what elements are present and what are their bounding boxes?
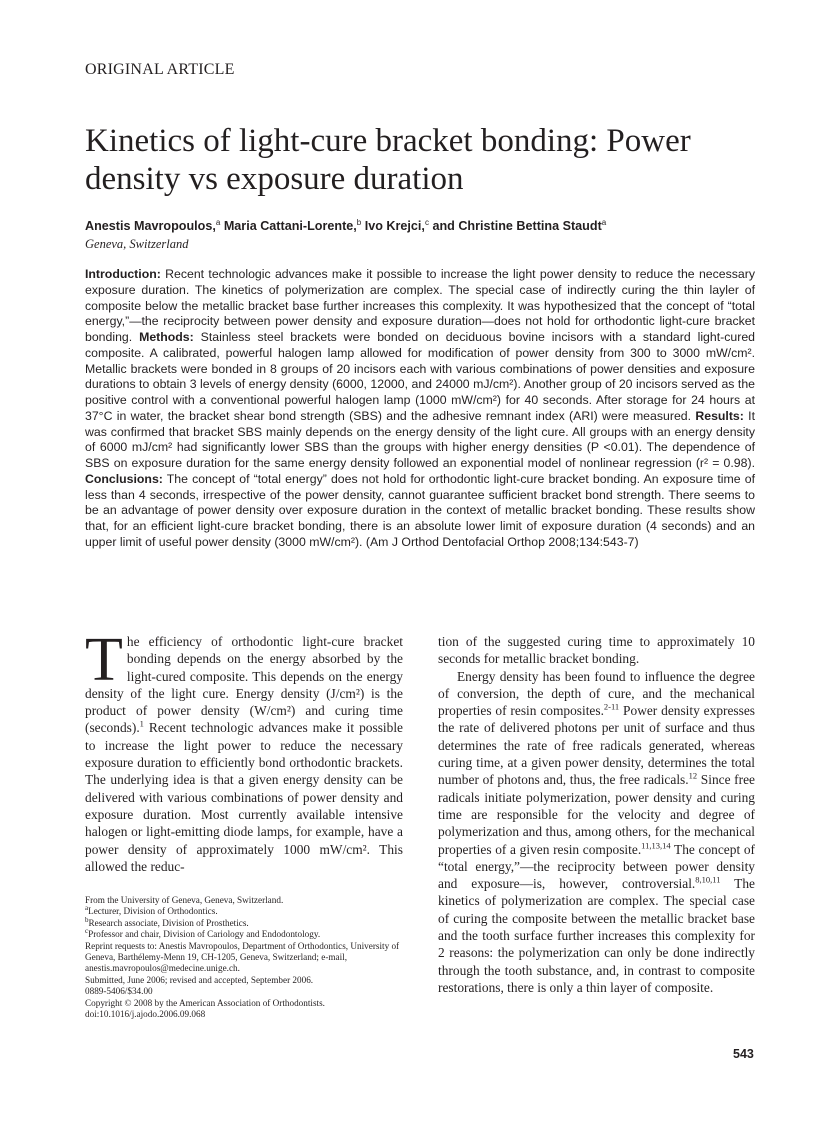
body-text: Power density expresses the rate of delivered photons per unit of surface and thus determines the rate of free radicals generated, whereas curing time, at a given power density, determines the total number of photons and, thus, the free radicals.	[438, 703, 755, 788]
footnote-doi: doi:10.1016/j.ajodo.2006.09.068	[85, 1009, 206, 1020]
article-title: Kinetics of light-cure bracket bonding: Power density vs exposure duration	[85, 123, 691, 197]
page-number: 543	[733, 1047, 754, 1061]
footnote-text: Professor and chair, Division of Cariology and Endodontology.	[88, 929, 321, 940]
footnote-mark: c	[85, 927, 89, 936]
citation-ref: 1	[139, 719, 144, 730]
footnote-c	[85, 929, 405, 940]
abstract-intro-text: Recent technologic advances make it possible to increase the light power density to reduce the necessary exposure duration. The kinetics of polymerization are complex. The special case of indirectly curing the thin layler of composite below the metallic bracket base further increases this complexity. It was hypothesized that the concept of “total energy,”—the reciprocity between power density and exposure duration—does not hold for orthodontic light-cure bracket bonding.	[85, 267, 755, 344]
author-name: Anestis Mavropoulos,	[85, 219, 216, 233]
abstract-intro-label: Introduction:	[85, 267, 161, 281]
body-text: Since free radicals initiate polymerization, power density and curing time are responsible for the velocity and degree of polymerization and thus, among others, for the mechanical properties of a given resin composite.	[438, 772, 755, 857]
author-affiliation-mark: a	[215, 217, 221, 227]
body-column-left	[85, 626, 403, 875]
footnote-mark: a	[85, 904, 89, 913]
author-affiliation-mark: b	[356, 217, 362, 227]
citation-ref: 11,13,14	[641, 840, 671, 851]
footnote-price: 0889-5406/$34.00	[85, 986, 153, 997]
footnote-submitted: Submitted, June 2006; revised and accepted, September 2006.	[85, 974, 314, 985]
abstract	[85, 267, 755, 551]
footnote-text: Lecturer, Division of Orthodontics.	[88, 906, 218, 917]
author-affiliation-mark: a	[601, 217, 607, 227]
abstract-conclusions-label: Conclusions:	[85, 471, 163, 486]
body-text: Energy density has been found to influence the degree of conversion, the depth of cure, and the mechanical properties of resin composites.	[438, 668, 755, 719]
author-name: and Christine Bettina Staudt	[432, 219, 602, 233]
body-column-right	[438, 633, 755, 996]
author-name: Ivo Krejci,	[364, 219, 425, 233]
drop-cap: T	[85, 626, 123, 694]
author-affiliation-mark: c	[424, 217, 429, 227]
footnote-copyright: Copyright © 2008 by the American Association of Orthodontists.	[85, 997, 325, 1008]
section-label: ORIGINAL ARTICLE	[85, 61, 235, 78]
body-text: The concept of “total energy,”—the reciprocity between power density and exposure—is, however, controversial.	[438, 841, 755, 892]
citation-ref: 8,10,11	[695, 874, 721, 885]
body-paragraph	[85, 626, 403, 875]
author-location: Geneva, Switzerland	[85, 237, 189, 251]
abstract-methods-label: Methods:	[139, 330, 194, 344]
citation-ref: 12	[688, 770, 698, 781]
author-list	[85, 219, 606, 233]
abstract-results-label: Results:	[695, 408, 744, 423]
abstract-conclusions-text: The concept of “total energy” does not hold for orthodontic light-cure bracket bonding. An exposure time of less than 4 seconds, irrespective of the power density, cannot guarantee sufficient bracket bond strength. There seems to be an advantage of power density over exposure duration in the context of metallic bracket bonding. These results show that, for an efficient light-cure bracket bonding, there is an absolute lower limit of exposure duration (4 seconds) and an upper limit of useful power density (3000 mW/cm²). (Am J Orthod Dentofacial Orthop 2008;134:543-7)	[85, 471, 755, 549]
footnote-a	[85, 906, 405, 917]
body-text: The kinetics of polymerization are complex. The special case of curing the composite between the metallic bracket base and the tooth surface further increases this complexity for 2 reasons: the polymerization can only be done indirectly through the tooth substance, and, in contrast to composite restorations, there is only a thin layer of composite.	[438, 876, 755, 995]
footnote-mark: b	[85, 915, 89, 924]
footnote-reprint: Reprint requests to: Anestis Mavropoulos, Department of Orthodontics, University of Geneva, Barthélemy-Menn 19, CH-1205, Geneva, Switzerland; e-mail, anestis.mavropoulos@medecine.unige.ch.	[85, 940, 400, 974]
abstract-methods-text: Stainless steel brackets were bonded on deciduous bovine incisors with a standard light-cured composite. A calibrated, powerful halogen lamp allowed for modification of power density from 300 to 3000 mW/cm². Metallic brackets were bonded in 8 groups of 20 incisors each with various combinations of power densities and exposure durations to obtain 3 levels of energy density (6000, 12000, and 24000 mJ/cm²). Another group of 20 incisors served as the positive control with a conventional powerful halogen lamp (1000 mW/cm²) for 40 seconds. After storage for 24 hours at 37°C in water, the bracket shear bond strength (SBS) and the adhesive remnant index (ARI) were measured.	[85, 330, 756, 423]
body-paragraph: tion of the suggested curing time to approximately 10 seconds for metallic bracket bonding.	[438, 634, 755, 667]
body-paragraph	[438, 668, 755, 997]
body-text: he efficiency of orthodontic light-cure bracket bonding depends on the energy absorbed by the light-cured composite. This depends on the energy density of the light cure. Energy density (J/cm²) is the product of power density (W/cm²) and curing time (seconds).	[85, 634, 403, 736]
citation-ref: 2-11	[603, 701, 620, 712]
abstract-results-text: It was confirmed that bracket SBS mainly depends on the energy density of the light cure. All groups with an energy density of 6000 mJ/cm² had significantly lower SBS than the groups with higher energy densities (P <0.01). The dependence of SBS on exposure duration for the same energy density followed an exponential model of nonlinear regression (r² = 0.98).	[85, 408, 755, 470]
footnotes	[85, 895, 405, 1020]
footnote-text: Research associate, Division of Prosthetics.	[88, 917, 249, 928]
footnote-b	[85, 915, 405, 929]
footnote-origin: From the University of Geneva, Geneva, Switzerland.	[85, 895, 284, 905]
author-name: Maria Cattani-Lorente,	[223, 219, 357, 233]
body-text: Recent technologic advances make it possible to increase the light power to reduce the necessary exposure duration to efficiently bond orthodontic brackets. The underlying idea is that a given energy density can be delivered with various combinations of power density and exposure duration. Most currently available intensive halogen or light-emitting diode lamps, for example, have a power density of approximately 1000 mW/cm². This allowed the reduc-	[85, 720, 403, 874]
